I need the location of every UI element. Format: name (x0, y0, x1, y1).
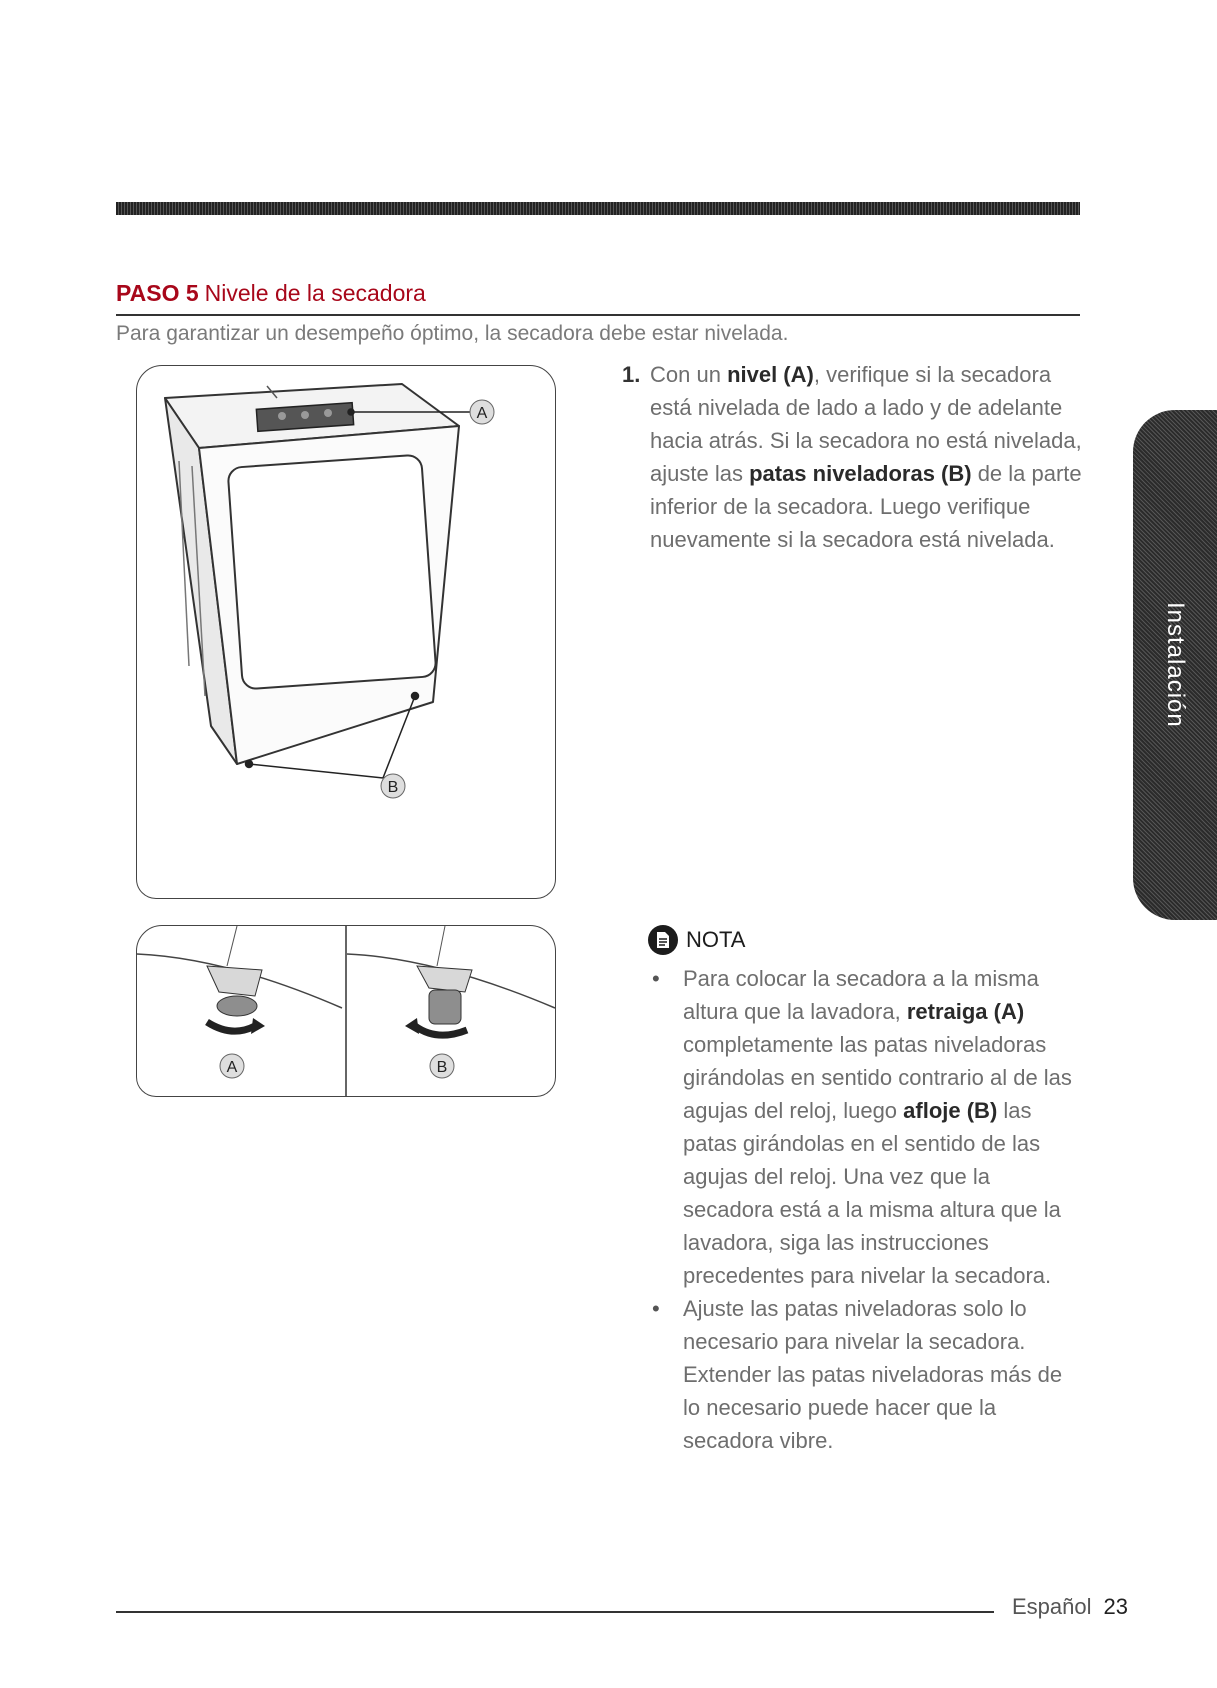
chapter-tab-label: Instalación (1162, 602, 1189, 728)
detail-label-a: A (226, 1059, 238, 1076)
footer-language: Español (1012, 1594, 1092, 1619)
foot-b-detail (347, 926, 555, 1078)
note-icon (648, 925, 678, 955)
step-1-text: Con un nivel (A), verifique si la secadora está nivelada de lado a lado y de adelante hacia atrás. Si la secadora no está nivelada, ajuste las patas niveladoras (B) de la parte inferior de la secadora. Luego verifique nuevamente si la secadora está nivelada. (650, 362, 1082, 552)
dryer-door (227, 455, 436, 690)
term-loosen: afloje (B) (903, 1098, 998, 1123)
label-b: B (387, 779, 399, 796)
top-rule (116, 202, 1080, 215)
step-1 (622, 358, 1082, 556)
leveling-feet-detail (136, 925, 556, 1097)
section-heading (116, 280, 426, 307)
step-number: 1. (622, 362, 641, 387)
label-a: A (476, 405, 488, 422)
note-item: • Para colocar la secadora a la misma altura que la lavadora, retraiga (A) completamente las patas niveladoras girándolas en sentido contrario al de las agujas del reloj, luego afloje (B) las patas girándolas en el sentido de las agujas del reloj. Una vez que la secadora está a la misma altura que la lavadora, siga las instrucciones precedentes para nivelar la secadora. (652, 962, 1082, 1292)
note-item: • Ajuste las patas niveladoras solo lo necesario para nivelar la secadora. Extender las patas niveladoras más de lo necesario puede hacer que la secadora vibre. (652, 1292, 1082, 1457)
detail-label-b: B (436, 1059, 448, 1076)
note-header (648, 925, 745, 955)
term-level: nivel (A) (727, 362, 814, 387)
step-label: PASO 5 (116, 280, 199, 306)
page-footer (1012, 1594, 1128, 1620)
term-leveling-feet: patas niveladoras (B) (749, 461, 972, 486)
note-label: NOTA (686, 927, 746, 952)
term-retract: retraiga (A) (906, 999, 1025, 1024)
page-number: 23 (1103, 1594, 1128, 1619)
dryer-illustration (136, 365, 556, 899)
intro-text: Para garantizar un desempeño óptimo, la secadora debe estar nivelada. (116, 322, 789, 345)
note-list (652, 962, 1082, 1457)
heading-rule (116, 314, 1080, 316)
step-title: Nivele de la secadora (204, 280, 426, 306)
foot-a-detail (137, 926, 342, 1078)
footer-rule (116, 1611, 994, 1613)
